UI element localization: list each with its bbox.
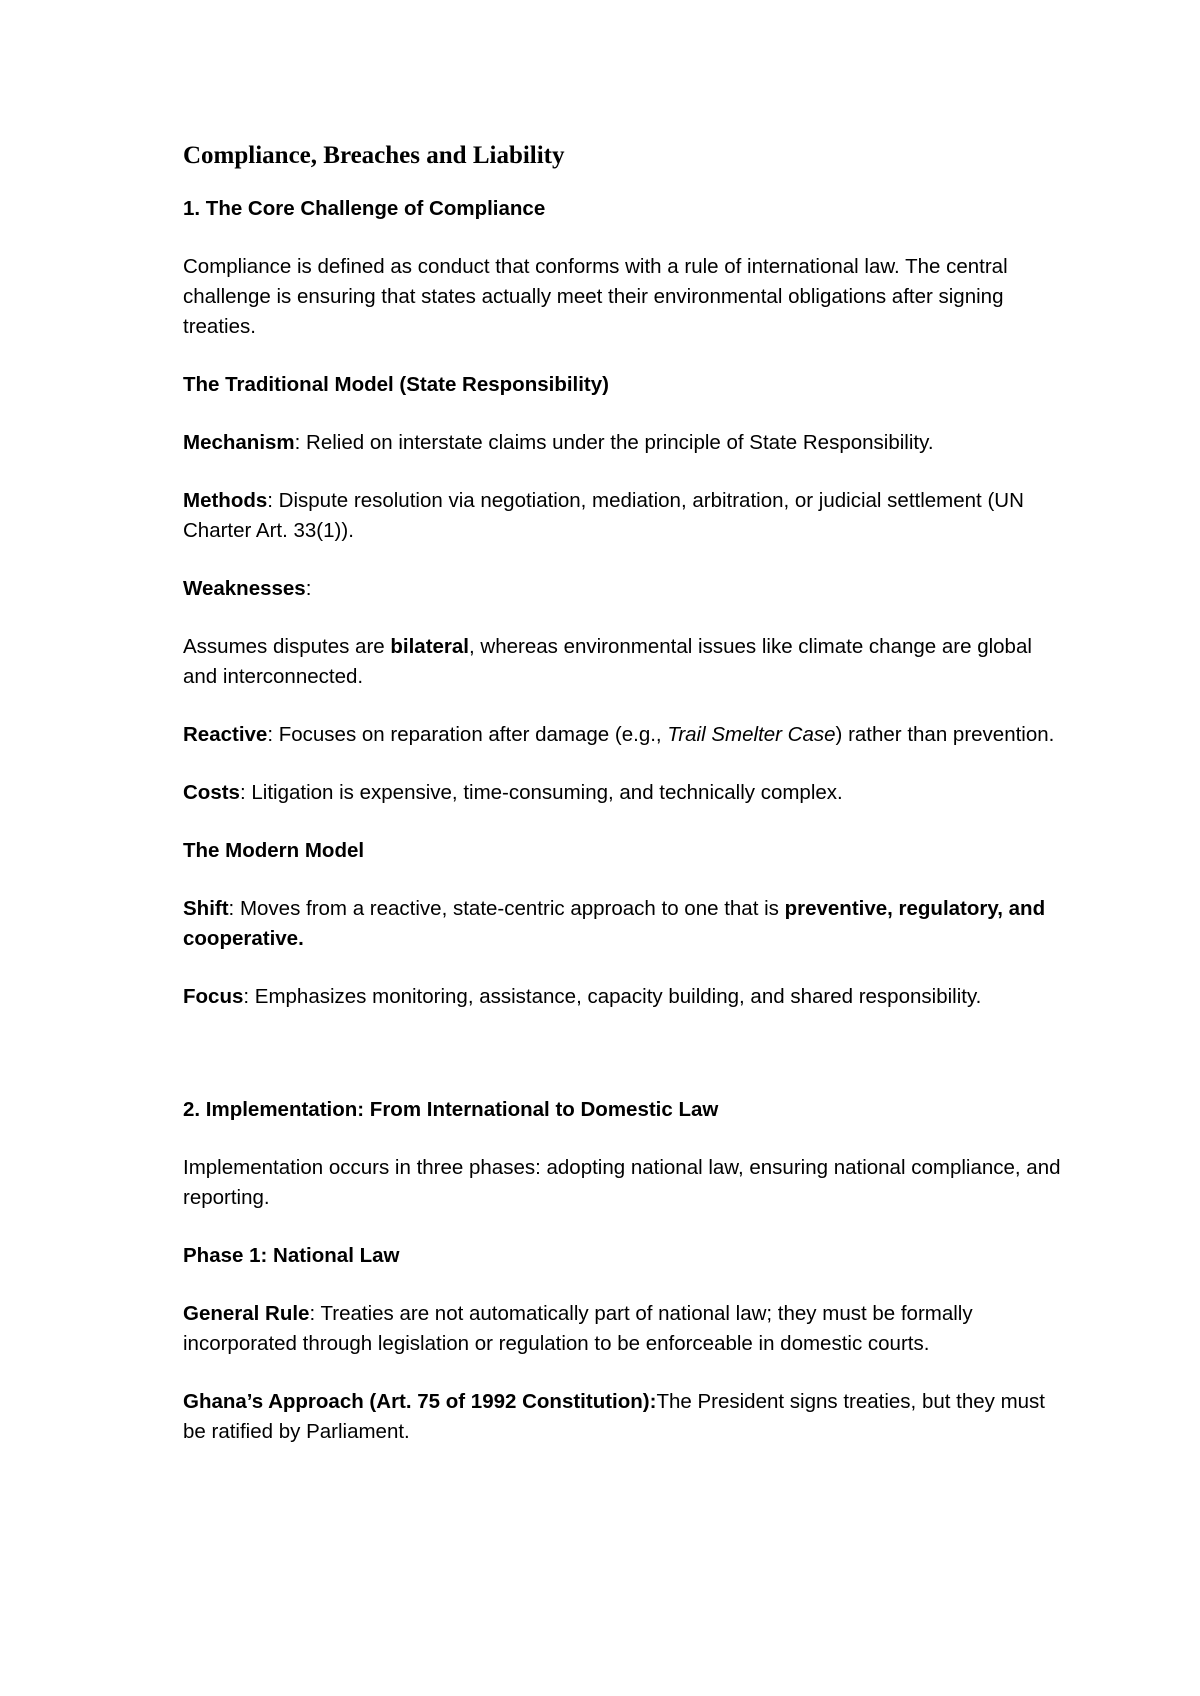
shift-post: . — [298, 927, 304, 950]
bilateral-pre: Assumes disputes are — [183, 635, 391, 658]
weaknesses-paragraph — [183, 574, 1063, 604]
compliance-definition-paragraph: Compliance is defined as conduct that conforms with a rule of international law. The central challenge is ensuring that states actually meet their environmental obligations after signing treaties. — [183, 255, 1008, 338]
general-rule-text: : Treaties are not automatically part of national law; they must be formally incorporated through legislation or regulation to be enforceable in domestic courts. — [183, 1302, 973, 1355]
weaknesses-colon: : — [305, 577, 312, 600]
methods-text: : Dispute resolution via negotiation, mediation, arbitration, or judicial settlement (UN Charter Art. 33(1)). — [183, 489, 1024, 542]
section-1-heading: 1. The Core Challenge of Compliance — [183, 197, 546, 220]
focus-text: : Emphasizes monitoring, assistance, capacity building, and shared responsibility. — [243, 985, 982, 1008]
mechanism-text: : Relied on interstate claims under the principle of State Responsibility. — [294, 431, 934, 454]
bilateral-word: bilateral — [390, 635, 469, 658]
reactive-label: Reactive — [183, 723, 268, 746]
costs-label: Costs — [183, 781, 240, 804]
general-rule-label: General Rule — [183, 1302, 310, 1325]
shift-pre: : Moves from a reactive, state-centric approach to one that is — [228, 897, 785, 920]
shift-label: Shift — [183, 897, 229, 920]
document-title: Compliance, Breaches and Liability — [183, 142, 565, 169]
reactive-pre: : Focuses on reparation after damage (e.g., — [267, 723, 668, 746]
mechanism-paragraph — [183, 428, 1063, 458]
methods-paragraph — [183, 486, 1063, 546]
costs-paragraph — [183, 778, 1063, 808]
ghana-approach-paragraph — [183, 1387, 1063, 1447]
section-spacer — [183, 1040, 1063, 1095]
bilateral-post: , whereas environmental issues like climate change are global and interconnected. — [183, 635, 1032, 688]
traditional-model-heading: The Traditional Model (State Responsibility) — [183, 373, 609, 396]
phase-1-heading: Phase 1: National Law — [183, 1244, 400, 1267]
focus-label: Focus — [183, 985, 244, 1008]
trail-smelter-case: Trail Smelter Case — [667, 723, 836, 746]
shift-paragraph — [183, 894, 1063, 954]
focus-paragraph — [183, 982, 1063, 1012]
weaknesses-label: Weaknesses — [183, 577, 306, 600]
shift-bold: preventive, regulatory, and cooperative — [183, 897, 1046, 950]
reactive-paragraph — [183, 720, 1063, 750]
reactive-post: ) rather than prevention. — [835, 723, 1055, 746]
bilateral-paragraph — [183, 632, 1063, 692]
ghana-approach-label: Ghana’s Approach (Art. 75 of 1992 Constitution): — [183, 1390, 657, 1413]
modern-model-heading: The Modern Model — [183, 839, 365, 862]
general-rule-paragraph — [183, 1299, 1063, 1359]
section-2-heading: 2. Implementation: From International to Domestic Law — [183, 1098, 719, 1121]
costs-text: : Litigation is expensive, time-consuming, and technically complex. — [239, 781, 843, 804]
methods-label: Methods — [183, 489, 268, 512]
mechanism-label: Mechanism — [183, 431, 295, 454]
document-page — [183, 140, 1063, 1475]
ghana-approach-text: The President signs treaties, but they must be ratified by Parliament. — [183, 1390, 1046, 1443]
implementation-intro-paragraph: Implementation occurs in three phases: adopting national law, ensuring national compliance, and reporting. — [183, 1156, 1061, 1209]
